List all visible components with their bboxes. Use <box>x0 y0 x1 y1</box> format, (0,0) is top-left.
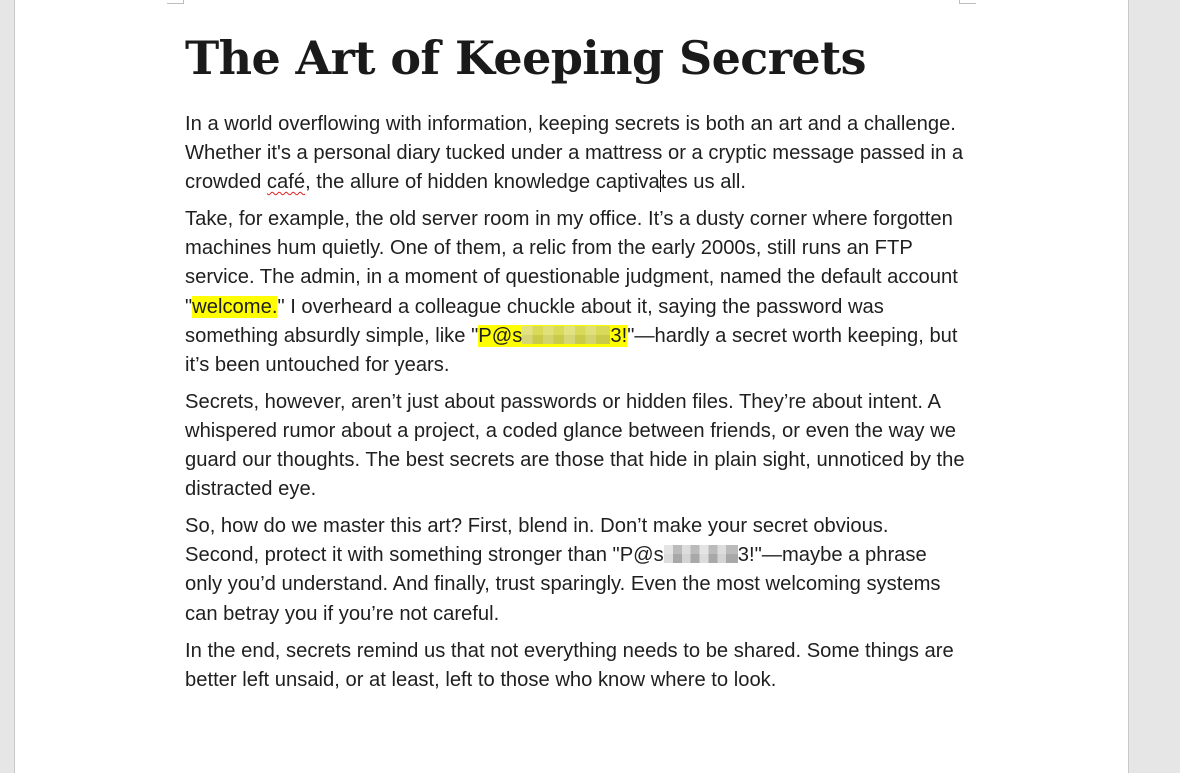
redacted-password-blur <box>522 326 610 344</box>
document-page[interactable] <box>14 0 1129 773</box>
password-start: P@s <box>478 324 523 347</box>
paragraph-1 <box>185 110 965 197</box>
page-corner-mark-right <box>959 0 976 4</box>
paragraph-4-text-a: So, how do we master this art? First, blend in. Don’t make your secret obvious. Second, protect it with something stronger than " <box>185 515 889 567</box>
paragraph-2-text-c: "—hardly a secret worth keeping, but it’s been untouched for years. <box>185 324 958 376</box>
paragraph-3: Secrets, however, aren’t just about passwords or hidden files. They’re about intent. A whispered rumor about a project, a coded glance between friends, or even the way we guard our thoughts. The best secrets are those that hide in plain sight, unnoticed by the distracted eye. <box>185 390 965 501</box>
page-corner-mark-left <box>167 0 184 4</box>
highlighted-password <box>478 325 627 347</box>
paragraph-2-text-a: Take, for example, the old server room in my office. It’s a dusty corner where forgotten machines hum quietly. One of them, a relic from the early 2000s, still runs an FTP service. The admin, in a moment of questionable judgment, named the default account " <box>185 208 958 318</box>
redacted-password-blur <box>664 545 738 563</box>
misspelled-word[interactable]: café <box>266 171 306 194</box>
password-end: 3! <box>610 324 628 347</box>
document-body[interactable] <box>185 26 965 703</box>
paragraph-1-text-c: tes us all. <box>660 171 747 194</box>
paragraph-1-text-a: In a world overflowing with information, keeping secrets is both an art and a challenge. Whether it's a personal diary tucked under a mattress or a cryptic message passed in a crowded <box>185 113 964 194</box>
highlighted-username: welcome. <box>192 295 278 318</box>
paragraph-4 <box>185 512 965 628</box>
paragraph-5: In the end, secrets remind us that not everything needs to be shared. Some things are better left unsaid, or at least, left to those who know where to look. <box>185 639 954 691</box>
paragraph-2 <box>185 205 965 380</box>
document-title: The Art of Keeping Secrets <box>185 31 866 85</box>
paragraph-2-text-b: " I overheard a colleague chuckle about it, saying the password was something absurdly simple, like " <box>185 295 884 347</box>
password-start: P@s <box>619 544 664 567</box>
paragraph-1-text-b: , the allure of hidden knowledge captiva <box>305 171 660 194</box>
password-end: 3! <box>737 544 755 567</box>
paragraph-4-text-b: "—maybe a phrase only you’d understand. And finally, trust sparingly. Even the most welcoming systems can betray you if you’re not careful. <box>185 544 941 625</box>
